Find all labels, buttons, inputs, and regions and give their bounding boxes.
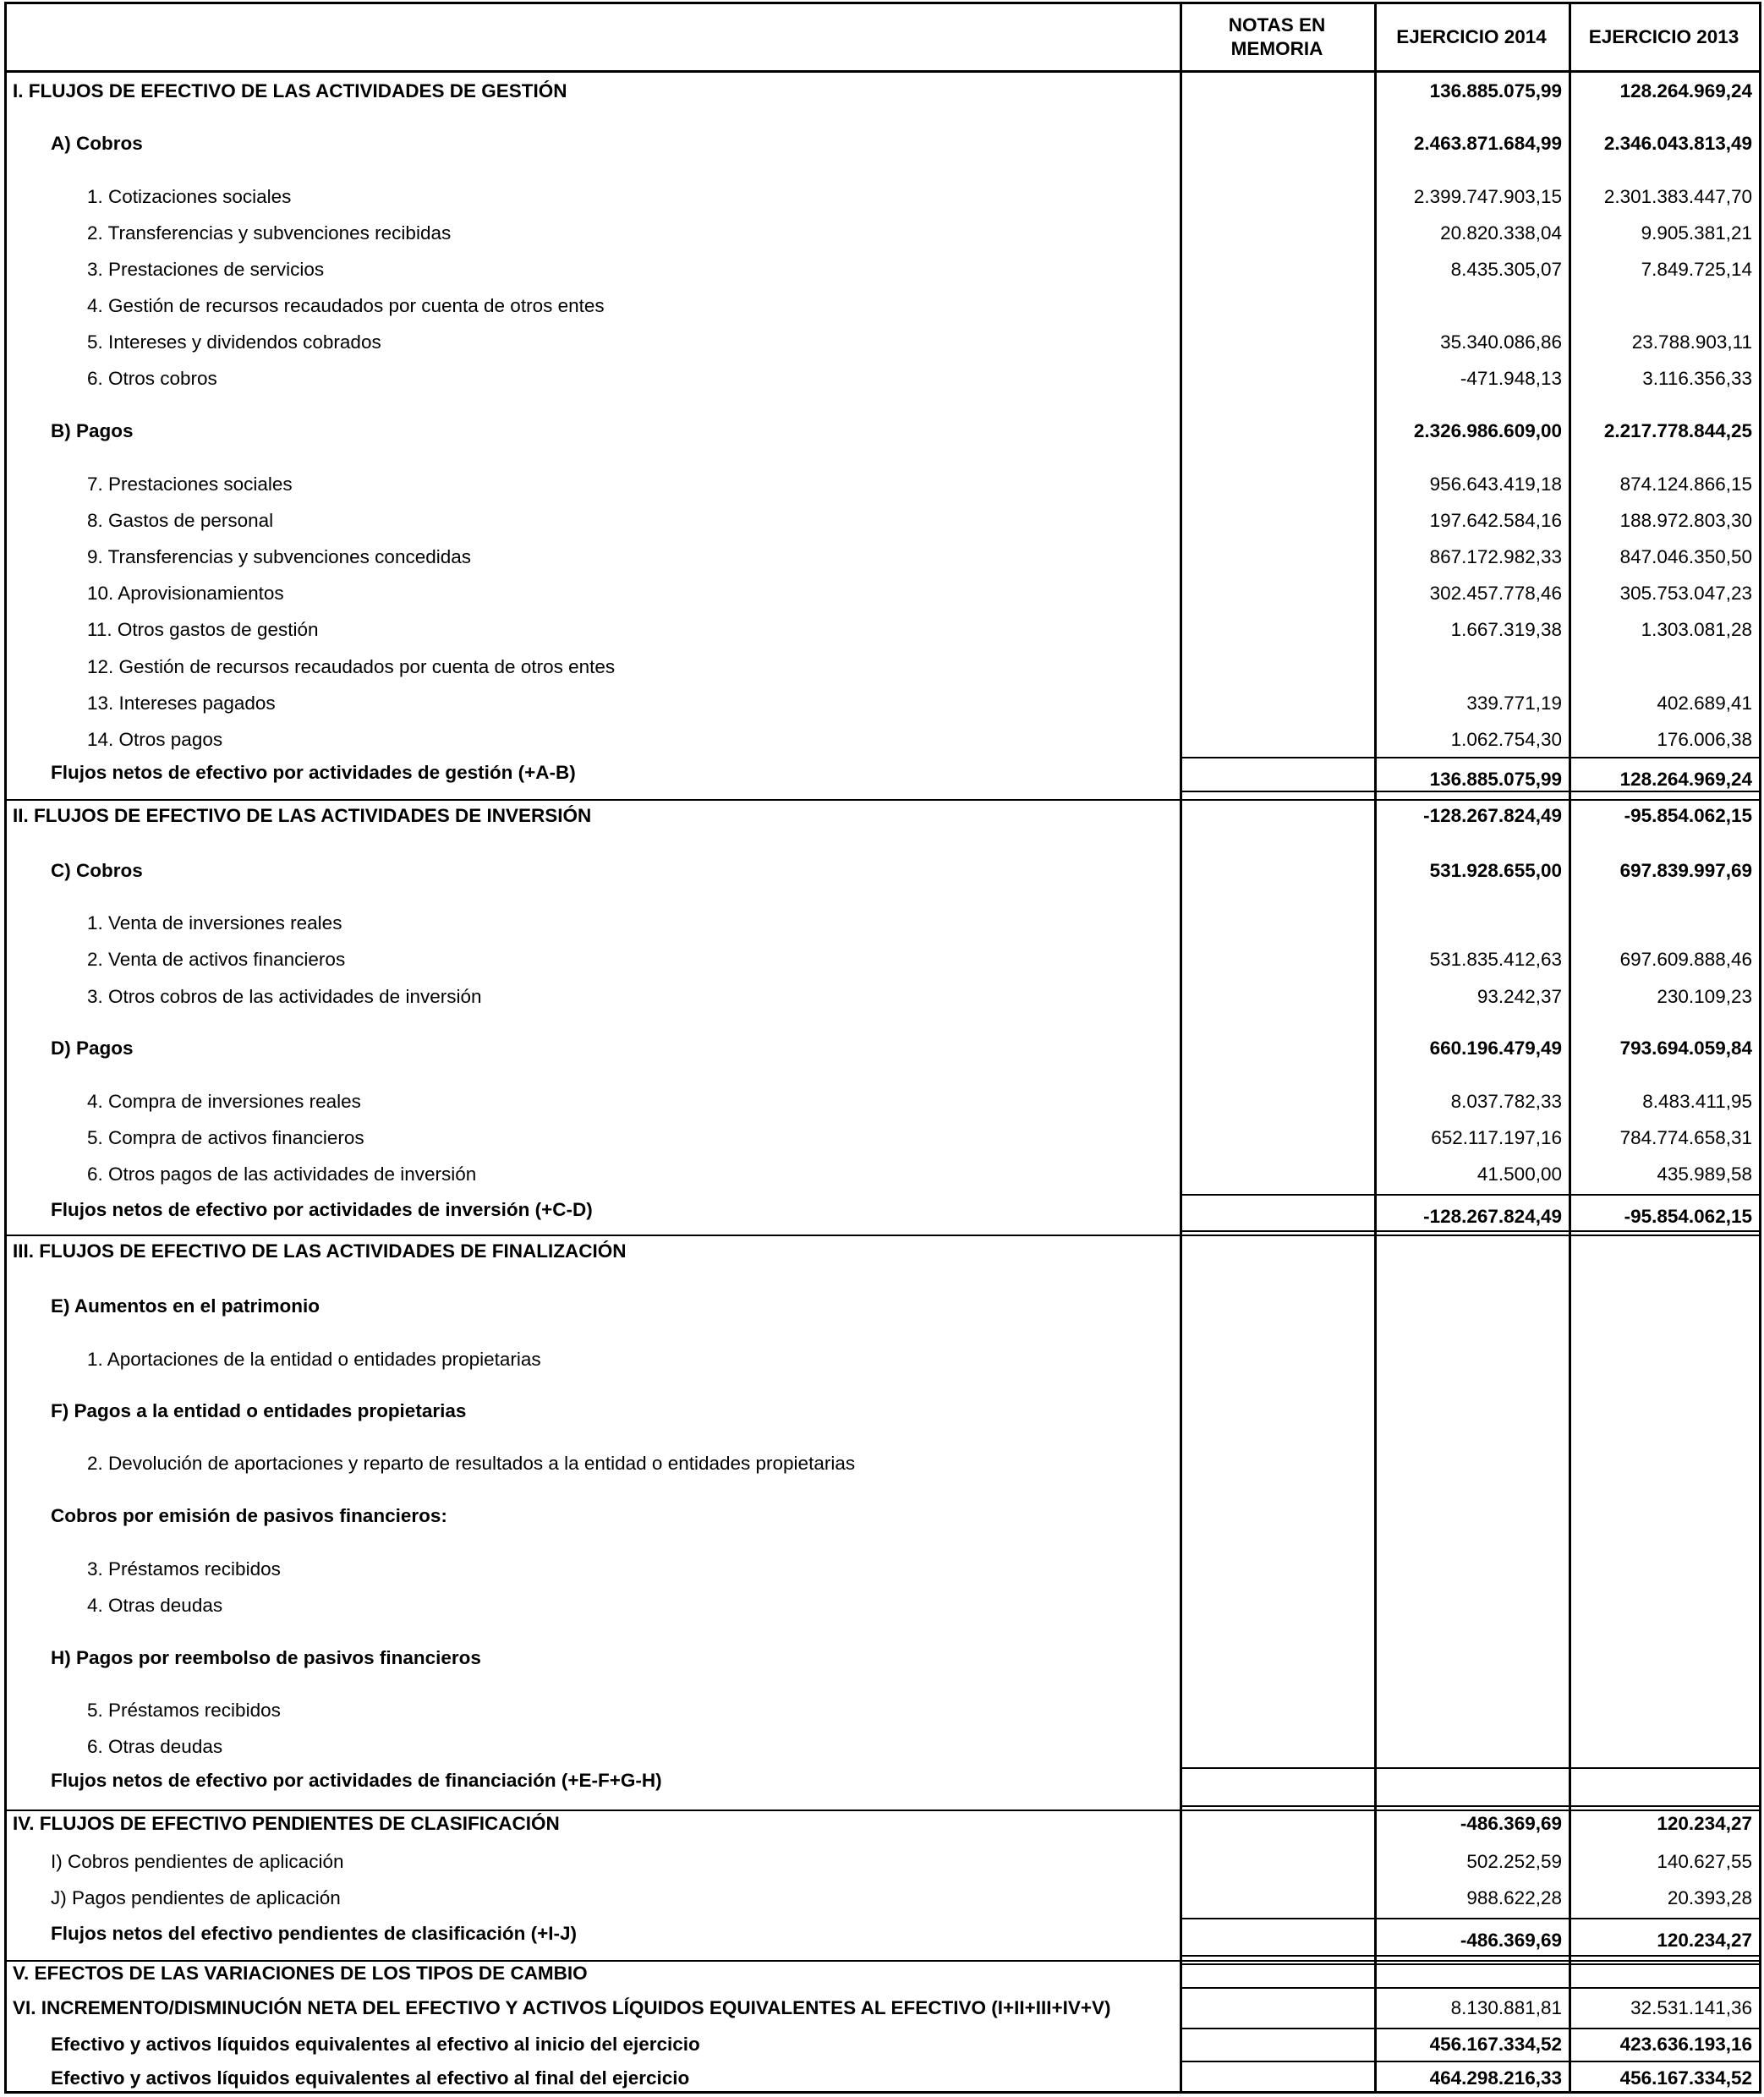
row-label: 11. Otros gastos de gestión (87, 619, 319, 640)
value-2013: 847.046.350,50 (1619, 546, 1752, 567)
row-label: 1. Cotizaciones sociales (87, 186, 292, 207)
header-year-2014: EJERCICIO 2014 (1396, 26, 1547, 47)
row-label: Flujos netos de efectivo por actividades de financiación (+E-F+G-H) (51, 1770, 662, 1791)
value-2014: 531.928.655,00 (1429, 860, 1562, 881)
rule-line (1180, 1987, 1759, 1989)
value-2014: 339.771,19 (1466, 693, 1562, 714)
value-2014: 8.435.305,07 (1450, 259, 1562, 280)
value-2014: 956.643.419,18 (1429, 474, 1562, 495)
row-label: 10. Aprovisionamientos (87, 583, 284, 604)
value-2014: 35.340.086,86 (1440, 331, 1562, 353)
value-2013: 1.303.081,28 (1641, 619, 1752, 640)
value-2014: 41.500,00 (1476, 1163, 1562, 1185)
value-2014: 456.167.334,52 (1429, 2034, 1562, 2055)
value-2014: 136.885.075,99 (1429, 80, 1562, 101)
value-2013: 2.346.043.813,49 (1603, 133, 1752, 154)
row-label: Cobros por emisión de pasivos financieros: (51, 1505, 447, 1526)
row-label: 5. Intereses y dividendos cobrados (87, 331, 381, 353)
row-label: 8. Gastos de personal (87, 510, 274, 531)
row-label: A) Cobros (51, 133, 143, 154)
rule-line (4, 2, 1761, 4)
value-2014: 660.196.479,49 (1429, 1038, 1562, 1059)
rule-line (4, 2, 7, 2094)
row-label: 5. Préstamos recibidos (87, 1700, 281, 1721)
rule-line (1180, 757, 1759, 758)
value-2013: 305.753.047,23 (1619, 583, 1752, 604)
value-2013: 2.301.383.447,70 (1603, 186, 1752, 207)
row-label: 4. Gestión de recursos recaudados por cuenta de otros entes (87, 295, 605, 316)
row-label: 6. Otros cobros (87, 368, 217, 389)
value-2013: 230.109,23 (1657, 986, 1752, 1007)
row-label: V. EFECTOS DE LAS VARIACIONES DE LOS TIPOS DE CAMBIO (13, 1963, 588, 1984)
value-2014: 1.667.319,38 (1450, 619, 1562, 640)
value-2014: 136.885.075,99 (1429, 769, 1562, 790)
value-2013: 874.124.866,15 (1619, 474, 1752, 495)
value-2013: 9.905.381,21 (1641, 222, 1752, 244)
value-2013: 456.167.334,52 (1619, 2067, 1752, 2089)
value-2013: 435.989,58 (1657, 1163, 1752, 1185)
rule-line (1759, 2, 1761, 2094)
value-2013: 23.788.903,11 (1631, 331, 1752, 353)
rule-line (1180, 1963, 1759, 1965)
rule-line (1180, 2091, 1759, 2093)
value-2013: -95.854.062,15 (1624, 1206, 1752, 1227)
value-2014: 2.399.747.903,15 (1413, 186, 1562, 207)
row-label: IV. FLUJOS DE EFECTIVO PENDIENTES DE CLASIFICACIÓN (13, 1813, 560, 1834)
value-2014: 531.835.412,63 (1429, 949, 1562, 970)
rule-line (1180, 1230, 1759, 1232)
row-label: Flujos netos del efectivo pendientes de clasificación (+I-J) (51, 1923, 578, 1944)
header-year-2013: EJERCICIO 2013 (1588, 26, 1739, 47)
value-2013: 120.234,27 (1657, 1813, 1752, 1834)
row-label: Flujos netos de efectivo por actividades de inversión (+C-D) (51, 1199, 593, 1220)
value-2014: 93.242,37 (1476, 986, 1562, 1007)
rule-line (1180, 791, 1759, 792)
row-label: 2. Venta de activos financieros (87, 949, 346, 970)
row-label: F) Pagos a la entidad o entidades propietarias (51, 1400, 467, 1421)
value-2014: -486.369,69 (1460, 1930, 1562, 1951)
value-2013: 7.849.725,14 (1641, 259, 1752, 280)
row-label: I) Cobros pendientes de aplicación (51, 1851, 344, 1872)
row-label: E) Aumentos en el patrimonio (51, 1295, 320, 1317)
value-2014: -128.267.824,49 (1423, 805, 1562, 826)
value-2014: 2.463.871.684,99 (1413, 133, 1562, 154)
row-label: B) Pagos (51, 420, 134, 441)
value-2013: 697.839.997,69 (1619, 860, 1752, 881)
row-label: 6. Otros pagos de las actividades de inversión (87, 1163, 477, 1185)
row-label: 4. Compra de inversiones reales (87, 1091, 361, 1112)
rule-line (1374, 2, 1377, 2094)
value-2013: -95.854.062,15 (1624, 805, 1752, 826)
value-2013: 2.217.778.844,25 (1603, 420, 1752, 441)
row-label: 1. Aportaciones de la entidad o entidades propietarias (87, 1349, 541, 1370)
rule-line (1180, 2061, 1759, 2062)
row-label: 3. Préstamos recibidos (87, 1558, 281, 1580)
row-label: C) Cobros (51, 860, 143, 881)
row-label: III. FLUJOS DE EFECTIVO DE LAS ACTIVIDADES DE FINALIZACIÓN (13, 1240, 627, 1262)
value-2014: 988.622,28 (1466, 1887, 1562, 1908)
row-label: 12. Gestión de recursos recaudados por cuenta de otros entes (87, 656, 616, 677)
value-2014: 20.820.338,04 (1440, 222, 1562, 244)
header-notes: NOTAS EN MEMORIA (1228, 14, 1326, 59)
rule-line (4, 70, 1759, 73)
value-2014: -128.267.824,49 (1423, 1206, 1562, 1227)
value-2014: 302.457.778,46 (1429, 583, 1562, 604)
value-2013: 128.264.969,24 (1619, 769, 1752, 790)
value-2014: 652.117.197,16 (1431, 1127, 1562, 1148)
rule-line (4, 1235, 1759, 1236)
row-label: 1. Venta de inversiones reales (87, 912, 342, 934)
row-label: 13. Intereses pagados (87, 693, 276, 714)
value-2013: 402.689,41 (1657, 693, 1752, 714)
rule-line (1180, 1805, 1759, 1807)
value-2014: -486.369,69 (1460, 1813, 1562, 1834)
rule-line (1180, 2, 1182, 2094)
row-label: II. FLUJOS DE EFECTIVO DE LAS ACTIVIDADES DE INVERSIÓN (13, 805, 592, 826)
value-2013: 140.627,55 (1657, 1851, 1752, 1872)
row-label: 3. Prestaciones de servicios (87, 259, 325, 280)
row-label: VI. INCREMENTO/DISMINUCIÓN NETA DEL EFECTIVO Y ACTIVOS LÍQUIDOS EQUIVALENTES AL EFECTIVO (I+II+III+IV+V) (13, 1997, 1111, 2018)
value-2014: 1.062.754,30 (1450, 729, 1562, 750)
rule-line (1569, 2, 1571, 2094)
value-2013: 3.116.356,33 (1642, 368, 1752, 389)
value-2013: 697.609.888,46 (1619, 949, 1752, 970)
row-label: 2. Devolución de aportaciones y reparto de resultados a la entidad o entidades propietarias (87, 1453, 856, 1474)
value-2013: 176.006,38 (1657, 729, 1752, 750)
rule-line (1180, 1955, 1759, 1957)
value-2013: 423.636.193,16 (1619, 2034, 1752, 2055)
rule-line (1180, 1918, 1759, 1919)
row-label: H) Pagos por reembolso de pasivos financieros (51, 1647, 481, 1668)
row-label: J) Pagos pendientes de aplicación (51, 1887, 341, 1908)
rule-line (1180, 2028, 1759, 2029)
row-label: Efectivo y activos líquidos equivalentes al efectivo al final del ejercicio (51, 2067, 690, 2089)
row-label: 6. Otras deudas (87, 1736, 223, 1757)
value-2013: 784.774.658,31 (1619, 1127, 1752, 1148)
row-label: 7. Prestaciones sociales (87, 474, 293, 495)
row-label: 2. Transferencias y subvenciones recibidas (87, 222, 452, 244)
value-2013: 188.972.803,30 (1619, 510, 1752, 531)
row-label: 14. Otros pagos (87, 729, 223, 750)
value-2014: -471.948,13 (1460, 368, 1562, 389)
value-2014: 8.130.881,81 (1450, 1997, 1562, 2018)
row-label: Efectivo y activos líquidos equivalentes al efectivo al inicio del ejercicio (51, 2034, 700, 2055)
row-label: Flujos netos de efectivo por actividades de gestión (+A-B) (51, 762, 576, 783)
value-2014: 8.037.782,33 (1450, 1091, 1562, 1112)
value-2013: 8.483.411,95 (1642, 1091, 1752, 1112)
value-2013: 32.531.141,36 (1630, 1997, 1752, 2018)
row-label: 5. Compra de activos financieros (87, 1127, 364, 1148)
rule-line (1180, 1767, 1759, 1769)
value-2014: 502.252,59 (1466, 1851, 1562, 1872)
value-2014: 867.172.982,33 (1429, 546, 1562, 567)
value-2013: 120.234,27 (1657, 1930, 1752, 1951)
rule-line (4, 799, 1759, 801)
value-2013: 793.694.059,84 (1619, 1038, 1752, 1059)
value-2014: 464.298.216,33 (1429, 2067, 1562, 2089)
row-label: 4. Otras deudas (87, 1595, 223, 1616)
rule-line (1180, 1194, 1759, 1196)
value-2014: 197.642.584,16 (1429, 510, 1562, 531)
row-label: D) Pagos (51, 1038, 134, 1059)
value-2014: 2.326.986.609,00 (1413, 420, 1562, 441)
value-2013: 20.393,28 (1667, 1887, 1752, 1908)
rule-line (4, 1960, 1759, 1962)
row-label: 3. Otros cobros de las actividades de inversión (87, 986, 482, 1007)
row-label: 9. Transferencias y subvenciones concedidas (87, 546, 472, 567)
row-label: I. FLUJOS DE EFECTIVO DE LAS ACTIVIDADES DE GESTIÓN (13, 80, 567, 101)
value-2013: 128.264.969,24 (1619, 80, 1752, 101)
rule-line (4, 1810, 1759, 1811)
